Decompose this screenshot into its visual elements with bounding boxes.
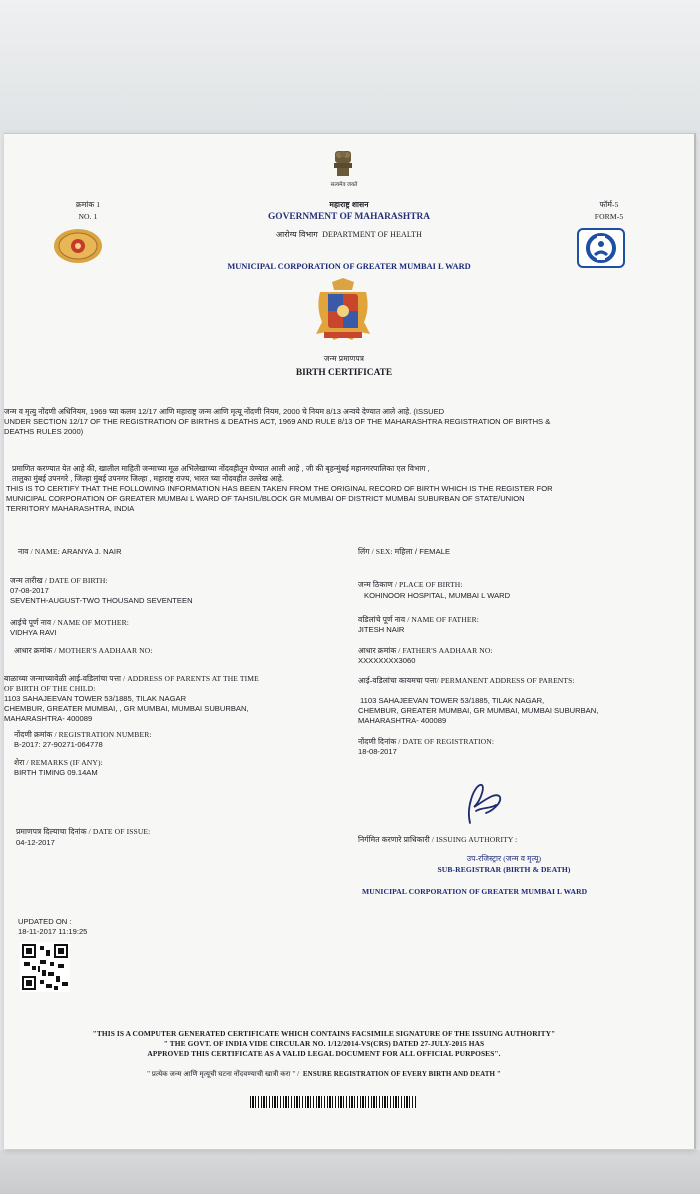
date-of-issue-label: प्रमाणपत्र दिल्याचा दिनांक / DATE OF ISSUE: xyxy=(16,827,151,836)
dob-label: जन्म तारीख / DATE OF BIRTH: xyxy=(10,576,108,585)
slogan xyxy=(64,1070,584,1079)
updated-on-label: UPDATED ON : xyxy=(18,917,72,926)
national-emblem-icon xyxy=(330,148,356,178)
address-at-birth-label-1: बाळाच्या जन्माच्यावेळी आई-वडिलांचा पत्ता / ADDRESS OF PARENTS AT THE TIME xyxy=(4,674,259,683)
permanent-address-label: आई-वडिलांचा कायमचा पत्ता/ PERMANENT ADDRESS OF PARENTS: xyxy=(358,676,575,685)
father-name-value: JITESH NAIR xyxy=(358,625,405,634)
intro-english-start: (ISSUED xyxy=(413,407,445,416)
intro-line-3: DEATHS RULES 2000) xyxy=(4,427,84,436)
crs-logo-icon xyxy=(577,228,625,268)
certify-english-line-2: MUNICIPAL CORPORATION OF GREATER MUMBAI L WARD OF TAHSIL/BLOCK GR MUMBAI OF DISTRICT MUMBAI SUBURBAN OF STATE/UNION xyxy=(6,494,525,503)
footer-line-1: "THIS IS A COMPUTER GENERATED CERTIFICATE WHICH CONTAINS FACSIMILE SIGNATURE OF THE ISSUING AUTHORITY" xyxy=(92,1029,556,1038)
name-value: ARANYA J. NAIR xyxy=(61,547,122,556)
registration-date-value: 18-08-2017 xyxy=(358,747,397,756)
permanent-address-line-3: MAHARASHTRA- 400089 xyxy=(358,716,447,725)
slogan-english: ENSURE REGISTRATION OF EVERY BIRTH AND DEATH " xyxy=(302,1070,501,1078)
sex-label: लिंग / SEX: xyxy=(358,547,393,556)
address-at-birth-label-2: OF BIRTH OF THE CHILD: xyxy=(4,684,96,693)
background-bottom xyxy=(0,1150,700,1194)
government-marathi: महाराष्ट्र शासन xyxy=(329,200,369,209)
barcode xyxy=(250,1096,416,1108)
father-aadhaar-label: आधार क्रमांक / FATHER'S AADHAAR NO: xyxy=(358,646,493,655)
sub-registrar-marathi: उप-रजिस्ट्रार (जन्म व मृत्यू) xyxy=(466,854,542,863)
dob-words: SEVENTH-AUGUST-TWO THOUSAND SEVENTEEN xyxy=(10,596,193,605)
mother-name-label: आईचे पूर्ण नाव / NAME OF MOTHER: xyxy=(10,618,129,627)
name-row xyxy=(18,547,122,556)
intro-line-2: UNDER SECTION 12/17 OF THE REGISTRATION OF BIRTHS & DEATHS ACT, 1969 AND RULE 8/13 OF THE MAHARASHTRA REGISTRATION OF BIRTHS & xyxy=(4,417,551,426)
mcgm-crest-icon xyxy=(312,278,374,344)
registration-number-value: B-2017: 27-90271-064778 xyxy=(14,740,103,749)
government-title: GOVERNMENT OF MAHARASHTRA xyxy=(268,212,430,222)
form-number-marathi: फॉर्म-5 xyxy=(599,200,619,209)
department-marathi: आरोग्य विभाग xyxy=(275,230,318,239)
father-name-label: वडिलांचे पूर्ण नाव / NAME OF FATHER: xyxy=(358,615,479,624)
dob-value: 07-08-2017 xyxy=(10,586,49,595)
address-at-birth-line-2: CHEMBUR, GREATER MUMBAI, , GR MUMBAI, MUMBAI SUBURBAN, xyxy=(4,704,249,713)
qr-code-icon xyxy=(20,942,70,992)
mother-aadhaar-label: आधार क्रमांक / MOTHER'S AADHAAR NO: xyxy=(14,646,153,655)
sex-value: महिला / FEMALE xyxy=(394,547,451,556)
date-of-issue-value: 04-12-2017 xyxy=(16,838,55,847)
serial-number-marathi: क्रमांक 1 xyxy=(75,200,101,209)
issuing-authority-label: निर्गमित करणारे प्राधिकारी / ISSUING AUTHORITY : xyxy=(358,835,518,844)
remarks-label: शेरा / REMARKS (IF ANY): xyxy=(14,758,103,767)
sub-registrar-title: SUB-REGISTRAR (BIRTH & DEATH) xyxy=(437,865,571,874)
signature-icon xyxy=(456,777,508,827)
municipal-corporation-title: MUNICIPAL CORPORATION OF GREATER MUMBAI L WARD xyxy=(227,262,471,271)
certificate-title-marathi: जन्म प्रमाणपत्र xyxy=(323,354,365,363)
footer-line-2: " THE GOVT. OF INDIA VIDE CIRCULAR NO. 1/12/2014-VS(CRS) DATED 27-JULY-2015 HAS xyxy=(163,1039,485,1048)
certify-english-line-1: THIS IS TO CERTIFY THAT THE FOLLOWING INFORMATION HAS BEEN TAKEN FROM THE ORIGINAL RECORD OF BIRTH WHICH IS THE REGISTER FOR xyxy=(6,484,553,493)
department-english: DEPARTMENT OF HEALTH xyxy=(322,230,423,239)
remarks-value: BIRTH TIMING 09.14AM xyxy=(14,768,98,777)
father-aadhaar-value: XXXXXXXX3060 xyxy=(358,656,416,665)
name-label: नाव / NAME: xyxy=(18,547,60,556)
department xyxy=(204,230,494,239)
serial-number: NO. 1 xyxy=(78,212,98,221)
updated-on-value: 18-11-2017 11:19:25 xyxy=(18,927,88,936)
certify-english-line-3: TERRITORY MAHARASHTRA, INDIA xyxy=(6,504,135,513)
sex-row xyxy=(358,547,450,556)
footer-line-3: APPROVED THIS CERTIFICATE AS A VALID LEGAL DOCUMENT FOR ALL OFFICIAL PURPOSES". xyxy=(147,1049,501,1058)
place-of-birth-label: जन्म ठिकाण / PLACE OF BIRTH: xyxy=(358,580,463,589)
form-number: FORM-5 xyxy=(594,212,624,221)
maharashtra-seal-icon xyxy=(52,228,104,264)
intro-marathi: जन्म व मृत्यु नोंदणी अधिनियम, 1969 च्या कलम 12/17 आणि महाराष्ट्र जन्म आणि मृत्यू नोंदणी नियम, 2000 चे नियम 8/13 अन्वये देण्यात आले आहे. xyxy=(4,407,412,416)
place-of-birth-value: KOHINOOR HOSPITAL, MUMBAI L WARD xyxy=(364,591,511,600)
certify-marathi-line-1: प्रमाणित करण्यात येत आहे की, खालील माहिती जन्माच्या मूळ अभिलेखाच्या नोंदवहीतून घेण्यात आली आहे , जी की बृहन्मुंबई महानगरपालिका एल विभाग , xyxy=(12,464,430,473)
permanent-address-line-1: 1103 SAHAJEEVAN TOWER 53/1885, TILAK NAGAR, xyxy=(360,696,545,705)
issuing-organisation: MUNICIPAL CORPORATION OF GREATER MUMBAI L WARD xyxy=(362,887,588,896)
slogan-marathi: " प्रत्येक जन्म आणि मृत्यूची घटना नोंदवण्याची खात्री करा " / xyxy=(147,1070,300,1078)
registration-number-label: नोंदणी क्रमांक / REGISTRATION NUMBER: xyxy=(14,730,152,739)
certificate-title: BIRTH CERTIFICATE xyxy=(295,368,393,378)
registration-date-label: नोंदणी दिनांक / DATE OF REGISTRATION: xyxy=(358,737,495,746)
intro-line-1 xyxy=(4,407,444,416)
mother-name-value: VIDHYA RAVI xyxy=(10,628,57,637)
background-top xyxy=(0,0,700,135)
address-at-birth-line-3: MAHARASHTRA- 400089 xyxy=(4,714,93,723)
emblem-motto: सत्यमेव जयते xyxy=(330,182,358,188)
birth-certificate-document xyxy=(4,133,696,1149)
certify-marathi-line-2: तालुका मुंबई उपनगरे , जिल्हा मुंबई उपनगर जिल्हा , महाराष्ट्र राज्य, भारत च्या नोंदवहीत उल्लेख आहे. xyxy=(12,474,284,483)
permanent-address-line-2: CHEMBUR, GREATER MUMBAI, GR MUMBAI, MUMBAI SUBURBAN, xyxy=(358,706,599,715)
address-at-birth-line-1: 1103 SAHAJEEVAN TOWER 53/1885, TILAK NAGAR xyxy=(4,694,187,703)
